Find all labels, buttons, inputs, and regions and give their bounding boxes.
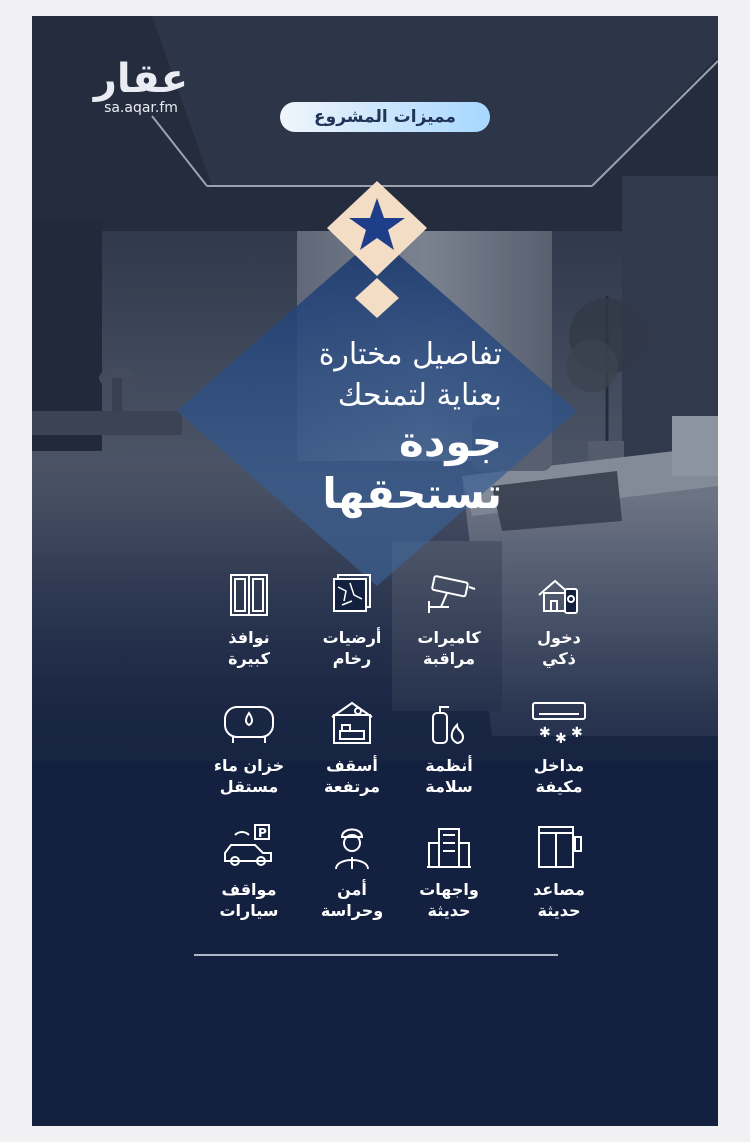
brand-name: عقار [93, 56, 189, 102]
feature-high-ceilings [297, 699, 407, 797]
smart-home-icon [535, 571, 583, 619]
water-tank-icon [219, 699, 279, 747]
svg-text:✱: ✱ [571, 725, 583, 741]
feature-line-2: كبيرة [228, 649, 270, 668]
feature-line-2: مكيفة [535, 777, 583, 796]
divider [194, 954, 558, 956]
feature-large-windows [194, 571, 304, 669]
feature-line-1: كاميرات [417, 628, 481, 647]
feature-security [297, 823, 407, 921]
feature-line-1: دخول [537, 628, 581, 647]
feature-safety-systems [394, 699, 504, 797]
svg-text:✱: ✱ [555, 731, 567, 747]
feature-line-2: مرتفعة [323, 777, 381, 796]
feature-line-2: سيارات [219, 901, 279, 920]
svg-text:P: P [258, 826, 267, 840]
high-ceiling-room-icon [328, 699, 376, 747]
cctv-camera-icon [419, 571, 479, 619]
feature-line-2: حديثة [427, 901, 471, 920]
feature-parking [194, 823, 304, 921]
feature-smart-entry [504, 571, 614, 669]
feature-line-2: رخام [332, 649, 372, 668]
headline-line-2: بعناية لتمنحك [337, 378, 502, 413]
brand-logo [76, 56, 206, 116]
feature-line-1: أمن [337, 880, 367, 899]
fire-extinguisher-icon [425, 699, 473, 747]
security-guard-icon [328, 823, 376, 871]
feature-line-2: ذكي [542, 649, 576, 668]
elevator-icon [535, 823, 583, 871]
headline-line-4: تستحقها [322, 469, 502, 518]
brand-url: sa.aqar.fm [104, 100, 178, 116]
feature-modern-facades [394, 823, 504, 921]
building-facade-icon [425, 823, 473, 871]
headline-line-3: جودة [399, 417, 502, 466]
headline-line-1: تفاصيل مختارة [318, 337, 502, 372]
feature-line-1: مداخل [533, 756, 585, 775]
feature-line-2: سلامة [425, 777, 473, 796]
feature-line-2: مراقبة [422, 649, 476, 668]
feature-line-1: مواقف [221, 880, 277, 899]
feature-cctv [394, 571, 504, 669]
poster [32, 16, 718, 1126]
marble-tiles-icon [328, 571, 376, 619]
feature-line-1: أنظمة [425, 756, 473, 775]
svg-text:✱: ✱ [539, 725, 551, 741]
feature-line-2: وحراسة [320, 901, 384, 920]
feature-line-1: أرضيات [322, 628, 382, 647]
features-badge: مميزات المشروع [280, 102, 490, 132]
feature-line-1: واجهات [419, 880, 479, 899]
parking-car-icon [219, 823, 279, 871]
feature-marble-floors [297, 571, 407, 669]
feature-modern-elevators [504, 823, 614, 921]
feature-line-1: أسقف [326, 756, 378, 775]
headline [202, 334, 502, 520]
feature-line-2: مستقل [219, 777, 279, 796]
feature-line-2: حديثة [537, 901, 581, 920]
feature-line-1: نوافذ [228, 628, 270, 647]
window-icon [225, 571, 273, 619]
feature-water-tank [194, 699, 304, 797]
feature-air-conditioned-entrances [504, 699, 614, 797]
air-conditioner-icon [529, 699, 589, 747]
feature-line-1: مصاعد [533, 880, 585, 899]
feature-line-1: خزان ماء [213, 756, 285, 775]
